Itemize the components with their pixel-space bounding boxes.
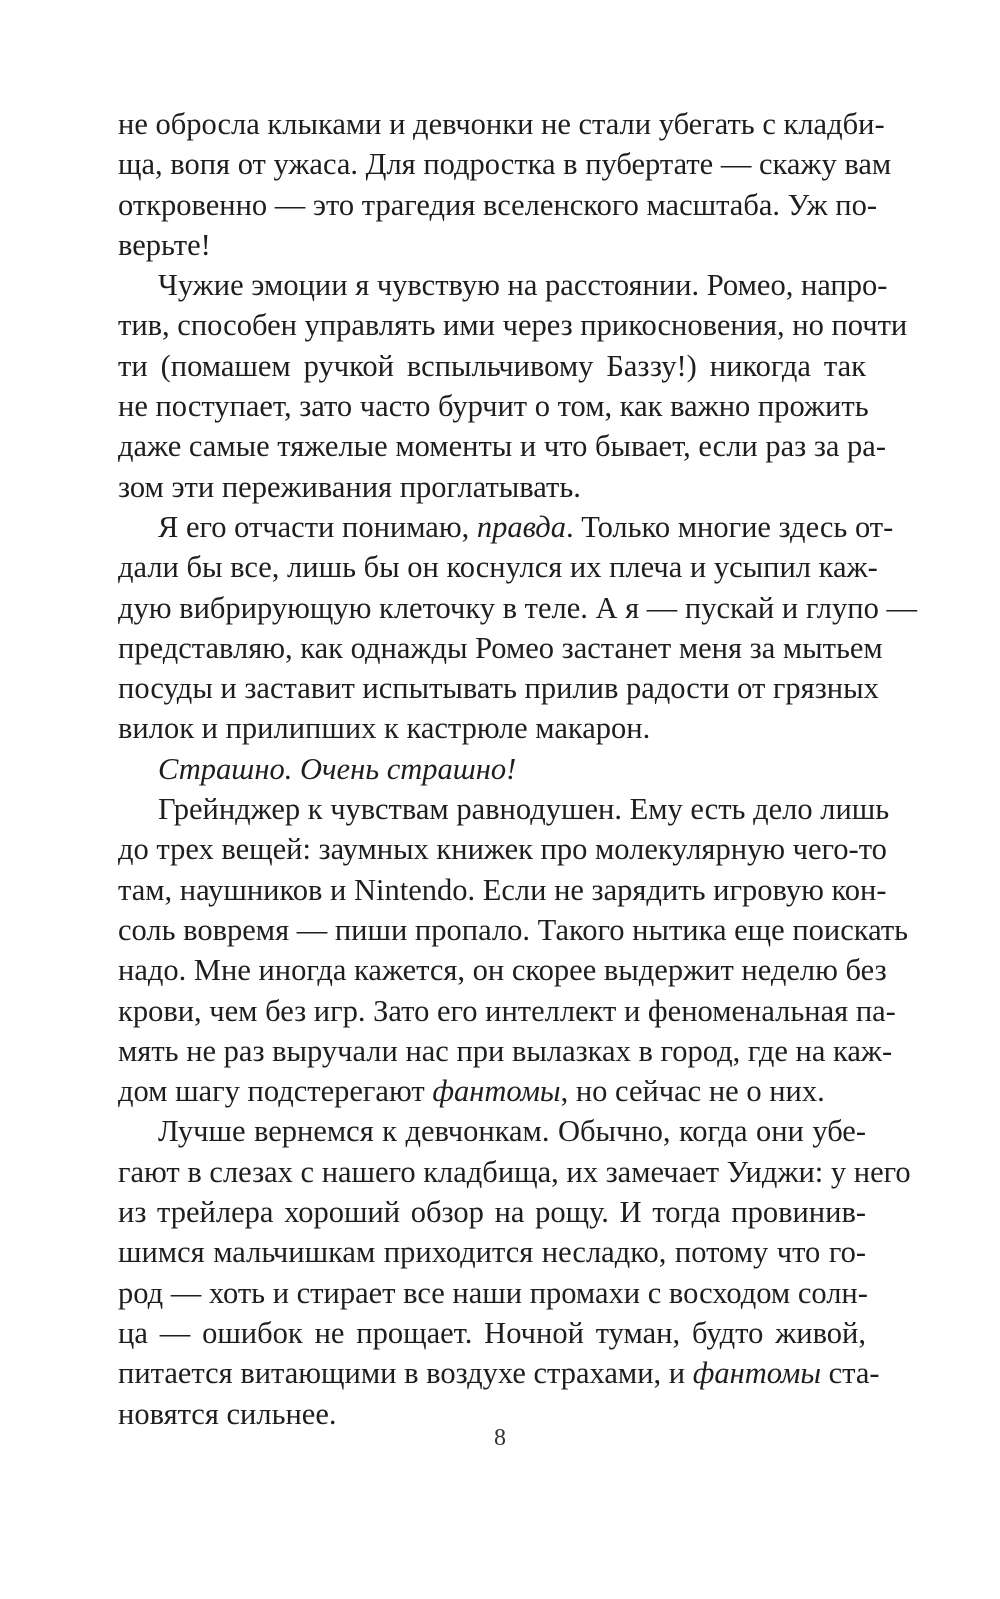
text-segment: дом шагу подстерегают [118, 1074, 433, 1109]
text-line: Грейнджер к чувствам равнодушен. Ему есть дело лишь [158, 792, 890, 827]
text-line: представляю, как однажды Ромео застанет меня за мытьем [118, 630, 883, 665]
text-line: ца — ошибок не прощает. Ночной туман, будто живой, [118, 1315, 866, 1350]
text-line: там, наушников и Nintendo. Если не зарядить игровую кон- [118, 872, 887, 907]
text-line: Чужие эмоции я чувствую на расстоянии. Ромео, напро- [158, 268, 888, 303]
text-segment: . Только многие здесь от- [565, 509, 894, 544]
text-line: новятся сильнее. [118, 1396, 337, 1431]
text-line [118, 507, 894, 547]
text-line: даже самые тяжелые моменты и что бывает, если раз за ра- [118, 429, 886, 464]
text-line: дали бы все, лишь бы он коснулся их плеча и усыпил каж- [118, 550, 878, 585]
text-line: зом эти переживания проглатывать. [118, 469, 581, 504]
text-line: крови, чем без игр. Зато его интеллект и феноменальная па- [118, 993, 896, 1028]
text-line: вилок и прилипших к кастрюле макарон. [118, 711, 651, 746]
text-line: не поступает, зато часто бурчит о том, как важно прожить [118, 389, 869, 424]
text-line [118, 1353, 880, 1393]
text-line: соль вовремя — пиши пропало. Такого нытика еще поискать [118, 912, 909, 947]
text-line: Лучше вернемся к девчонкам. Обычно, когда они убе- [158, 1114, 866, 1149]
page-number: 8 [494, 1425, 506, 1451]
text-segment: , но сейчас не о них. [560, 1074, 825, 1109]
text-segment: ста- [821, 1356, 880, 1391]
text-line: до трех вещей: заумных книжек про молекулярную чего-то [118, 832, 887, 867]
text-line: род — хоть и стирает все наши промахи с восходом солн- [118, 1275, 868, 1310]
italic-emphasis: фантомы [432, 1074, 561, 1109]
italic-emphasis: фантомы [692, 1356, 822, 1391]
text-line: надо. Мне иногда кажется, он скорее выдержит неделю без [118, 953, 887, 988]
text-segment: Я его отчасти понимаю, [158, 509, 477, 544]
italic-emphasis: правда [476, 509, 566, 544]
text-line: не обросла клыками и девчонки не стали убегать с кладби- [118, 107, 885, 141]
text-segment: питается витающими в воздухе страхами, и [118, 1356, 693, 1391]
text-line: мять не раз выручали нас при вылазках в город, где на каж- [118, 1033, 893, 1068]
text-line: гают в слезах с нашего кладбища, их замечает Уиджи: у него [118, 1154, 911, 1189]
text-line [118, 749, 866, 789]
text-line [118, 1071, 866, 1111]
text-line: ти (помашем ручкой вспыльчивому Баззу!) никогда так [118, 348, 866, 383]
body-text [118, 104, 917, 1434]
text-line: верьте! [118, 227, 211, 262]
italic-emphasis: Страшно. Очень страшно! [158, 751, 517, 786]
text-line: из трейлера хороший обзор на рощу. И тогда провинив- [118, 1195, 866, 1230]
text-line: ща, вопя от ужаса. Для подростка в пубертате — скажу вам [118, 147, 892, 182]
text-line: дую вибрирующую клеточку в теле. А я — пускай и глупо — [118, 590, 917, 625]
text-line: шимся мальчишкам приходится несладко, потому что го- [118, 1235, 866, 1270]
text-line: посуды и заставит испытывать прилив радости от грязных [118, 671, 879, 706]
text-line: тив, способен управлять ими через прикосновения, но почти [118, 308, 908, 343]
text-line: откровенно — это трагедия вселенского масштаба. Уж по- [118, 187, 877, 222]
